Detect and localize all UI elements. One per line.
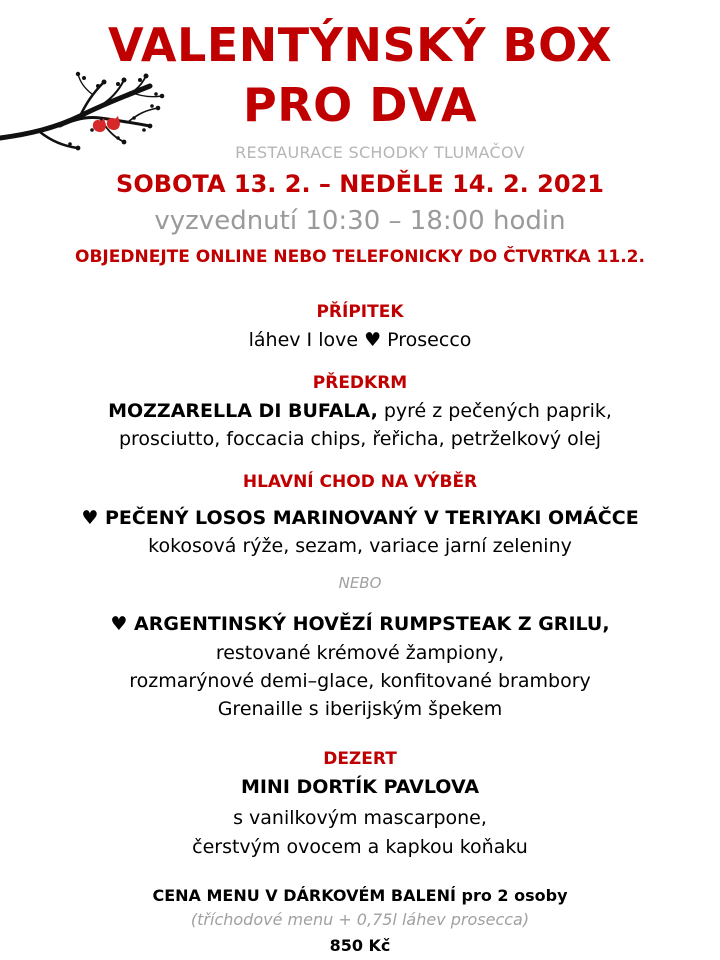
order-deadline: OBJEDNEJTE ONLINE NEBO TELEFONICKY DO ČTVRTKA 11.2. (75, 247, 645, 267)
main-option-1-description: kokosová rýže, sezam, variace jarní zeleniny (148, 535, 572, 557)
main-option-2-name: ♥ ARGENTINSKÝ HOVĚZÍ RUMPSTEAK Z GRILU, (110, 613, 610, 635)
main-option-1-name: ♥ PEČENÝ LOSOS MARINOVANÝ V TERIYAKI OMÁČCE (81, 507, 639, 529)
toast-description: láhev I love ♥ Prosecco (248, 329, 472, 351)
starter-line-1 (0, 400, 720, 422)
main-option-2-line-2: rozmarýnové demi–glace, konfitované brambory (129, 670, 591, 692)
starter-dish-name: MOZZARELLA DI BUFALA, (108, 400, 378, 422)
dessert-line-1: s vanilkovým mascarpone, (233, 807, 487, 829)
price-note: (tříchodové menu + 0,75l láhev prosecca) (190, 910, 530, 929)
section-heading-main: HLAVNÍ CHOD NA VÝBĚR (242, 472, 478, 492)
dessert-line-2: čerstvým ovocem a kapkou koňaku (192, 836, 528, 858)
section-heading-dessert: DEZERT (323, 749, 397, 769)
pickup-hours: vyzvednutí 10:30 – 18:00 hodin (154, 206, 566, 236)
or-separator: NEBO (338, 574, 382, 592)
restaurant-name: RESTAURACE SCHODKY TLUMAČOV (235, 143, 525, 162)
main-option-2-line-3: Grenaille s iberijským špekem (217, 698, 503, 720)
price-heading: CENA MENU V DÁRKOVÉM BALENÍ pro 2 osoby (152, 886, 568, 905)
title-line-1: VALENTÝNSKÝ BOX (107, 18, 613, 72)
main-option-2-line-1: restované krémové žampiony, (215, 642, 505, 664)
starter-line-1-rest: pyré z pečených paprik, (377, 400, 612, 422)
dessert-dish-name: MINI DORTÍK PAVLOVA (240, 776, 480, 798)
price-value: 850 Kč (329, 936, 391, 955)
starter-line-2: prosciutto, foccacia chips, řeřicha, petrželkový olej (118, 428, 602, 450)
title-line-2: PRO DVA (242, 78, 478, 132)
event-dates: SOBOTA 13. 2. – NEDĚLE 14. 2. 2021 (116, 170, 604, 198)
section-heading-starter: PŘEDKRM (312, 373, 408, 393)
section-heading-toast: PŘÍPITEK (316, 302, 404, 322)
